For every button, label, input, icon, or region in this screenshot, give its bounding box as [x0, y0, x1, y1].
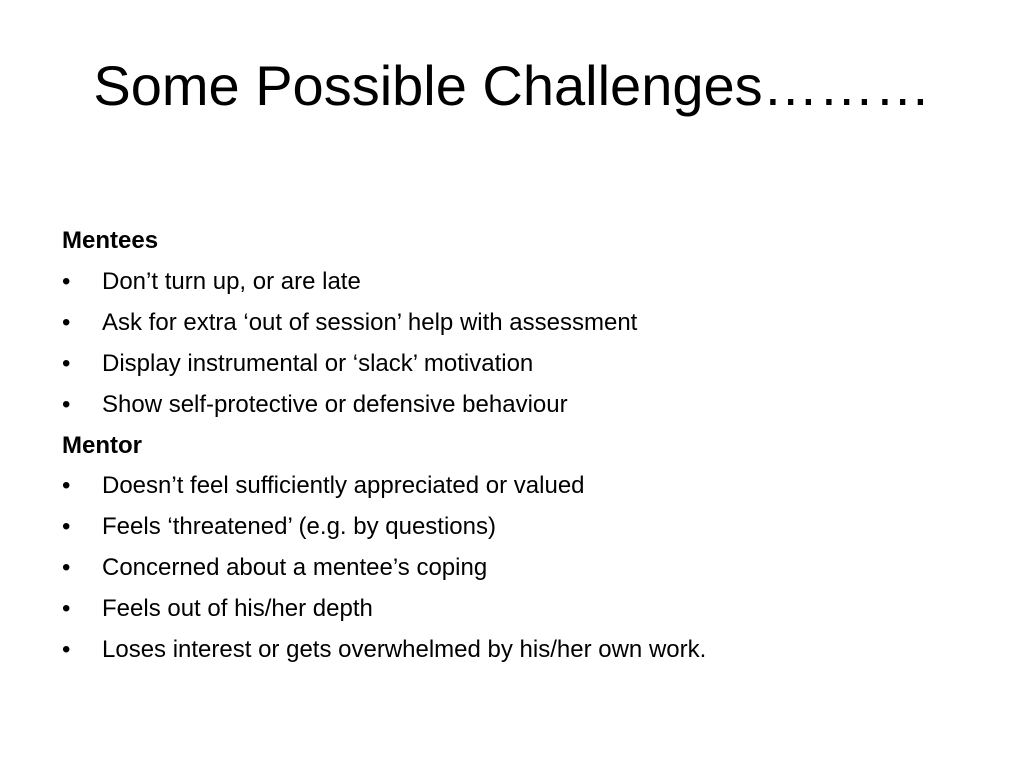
bullet-icon: •	[62, 595, 71, 623]
list-item	[62, 466, 962, 507]
bullet-icon: •	[62, 349, 71, 377]
list-item	[62, 630, 962, 671]
bullet-icon: •	[62, 636, 71, 664]
bullet-text: Feels out of his/her depth	[102, 595, 373, 623]
bullet-icon: •	[62, 267, 71, 295]
bullet-text: Concerned about a mentee’s coping	[102, 554, 488, 582]
list-item	[62, 385, 962, 426]
mentees-bullet-list	[62, 262, 962, 426]
bullet-icon: •	[62, 472, 71, 500]
bullet-text: Don’t turn up, or are late	[102, 267, 361, 295]
list-item	[62, 548, 962, 589]
bullet-text: Show self-protective or defensive behaviour	[102, 390, 568, 418]
section-heading-mentees: Mentees	[62, 227, 159, 254]
bullet-icon: •	[62, 554, 71, 582]
list-item	[62, 262, 962, 303]
bullet-icon: •	[62, 390, 71, 418]
bullet-text: Ask for extra ‘out of session’ help with assessment	[102, 308, 638, 336]
list-item	[62, 507, 962, 548]
bullet-text: Display instrumental or ‘slack’ motivation	[102, 349, 534, 377]
bullet-text: Feels ‘threatened’ (e.g. by questions)	[102, 513, 496, 541]
bullet-icon: •	[62, 308, 71, 336]
bullet-icon: •	[62, 513, 71, 541]
section-heading-mentor: Mentor	[62, 431, 142, 459]
mentor-bullet-list	[62, 466, 962, 671]
list-item	[62, 589, 962, 630]
bullet-text: Doesn’t feel sufficiently appreciated or valued	[102, 472, 585, 500]
slide-content	[62, 221, 962, 671]
list-item	[62, 303, 962, 344]
slide-title: Some Possible Challenges………	[93, 54, 931, 117]
bullet-text: Loses interest or gets overwhelmed by his/her own work.	[102, 636, 707, 664]
list-item	[62, 344, 962, 385]
